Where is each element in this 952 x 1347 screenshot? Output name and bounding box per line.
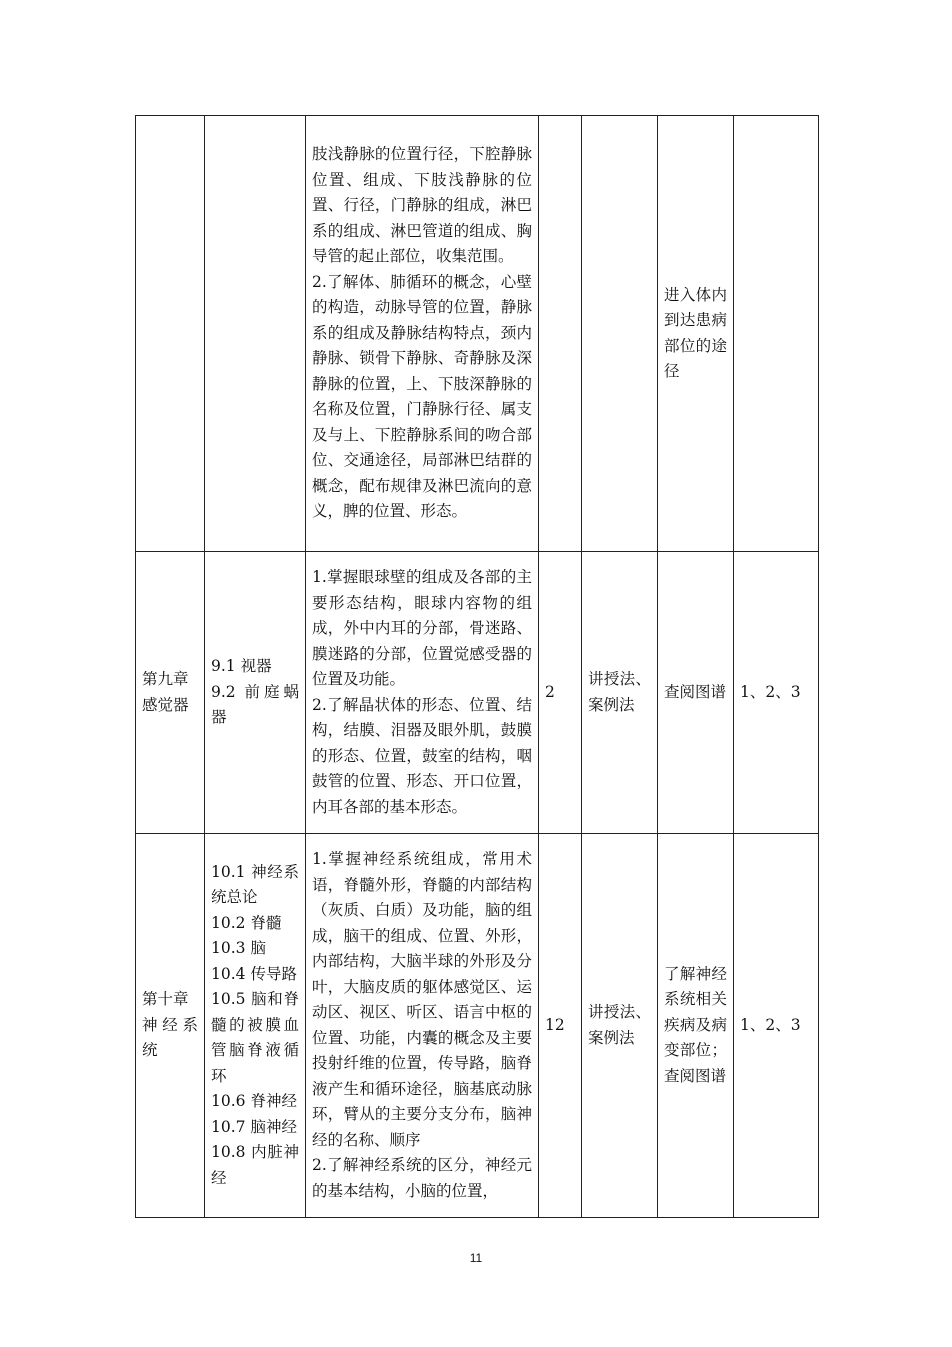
chapter-cell	[136, 834, 205, 1218]
content-cell	[306, 552, 539, 834]
content-paragraph: 1.掌握神经系统组成，常用术语，脊髓外形，脊髓的内部结构（灰质、白质）及功能，脑的组成，脑干的组成、位置、外形，内部结构，大脑半球的外形及分叶，大脑皮质的躯体感觉区、运动区、视区、听区、语言中枢的位置、功能，内囊的概念及主要投射纤维的位置，传导路，脑脊液产生和循环途径，脑基底动脉环，臂从的主要分支分布，脑神经的名称、顺序	[312, 850, 532, 1149]
chapter-cell	[136, 552, 205, 834]
chapter-title: 感觉器	[142, 695, 189, 714]
chapter-number: 第九章	[142, 670, 189, 688]
content-paragraph: 2.了解体、肺循环的概念，心壁的构造，动脉导管的位置，静脉系的组成及静脉结构特点，颈内静脉、锁骨下静脉、奇静脉及深静脉的位置，上、下肢深静脉的名称及位置，门静脉行径、属支及与上、下腔静脉系间的吻合部位、交通途径，局部淋巴结群的概念，配布规律及淋巴流向的意义，脾的位置、形态。	[312, 272, 532, 521]
section-item: 10.2 脊髓	[211, 913, 282, 932]
page-number: 11	[469, 1251, 483, 1265]
goals-cell: 1、2、3	[734, 834, 819, 1218]
section-item: 10.6 脊神经	[211, 1092, 297, 1111]
table-row	[136, 552, 819, 834]
section-item: 10.4 传导路	[211, 964, 297, 983]
section-item: 10.8 内脏神经	[211, 1143, 299, 1187]
activity-cell: 查阅图谱	[658, 552, 734, 834]
content-paragraph: 2.了解晶状体的形态、位置、结构，结膜、泪器及眼外肌，鼓膜的形态、位置，鼓室的结构，咽鼓管的位置、形态、开口位置，内耳各部的基本形态。	[312, 695, 532, 816]
activity-cell: 了解神经系统相关疾病及病变部位；查阅图谱	[658, 834, 734, 1218]
section-item: 10.3 脑	[211, 939, 266, 958]
hours-cell: 2	[539, 552, 582, 834]
chapter-title: 神经系统	[142, 1015, 198, 1060]
chapter-cell	[136, 116, 205, 552]
content-paragraph: 1.掌握眼球壁的组成及各部的主要形态结构，眼球内容物的组成，外中内耳的分部，骨迷路、膜迷路的分部，位置觉感受器的位置及功能。	[312, 568, 532, 688]
sections-cell	[205, 552, 306, 834]
section-item: 10.1 神经系统总论	[211, 862, 299, 907]
section-item: 9.1 视器	[211, 657, 272, 676]
goals-cell	[734, 116, 819, 552]
goals-cell: 1、2、3	[734, 552, 819, 834]
section-item: 10.5 脑和脊髓的被膜血管脑脊液循环	[211, 990, 299, 1085]
method-cell: 讲授法、案例法	[582, 552, 658, 834]
method-cell	[582, 116, 658, 552]
syllabus-table	[135, 115, 819, 1218]
sections-cell	[205, 116, 306, 552]
content-cell	[306, 834, 539, 1218]
content-cell	[306, 116, 539, 552]
hours-cell	[539, 116, 582, 552]
chapter-number: 第十章	[142, 990, 189, 1009]
table-row	[136, 116, 819, 552]
section-item: 10.7 脑神经	[211, 1117, 297, 1136]
activity-cell: 进入体内到达患病部位的途径	[658, 116, 734, 552]
method-cell: 讲授法、案例法	[582, 834, 658, 1218]
content-paragraph: 肢浅静脉的位置行径，下腔静脉位置、组成、下肢浅静脉的位置、行径，门静脉的组成，淋巴系的组成、淋巴管道的组成、胸导管的起止部位，收集范围。	[312, 145, 532, 266]
table-row	[136, 834, 819, 1218]
hours-cell: 12	[539, 834, 582, 1218]
section-item: 9.2 前庭蜗器	[211, 682, 299, 727]
content-paragraph: 2.了解神经系统的区分，神经元的基本结构，小脑的位置，	[312, 1156, 532, 1200]
sections-cell	[205, 834, 306, 1218]
